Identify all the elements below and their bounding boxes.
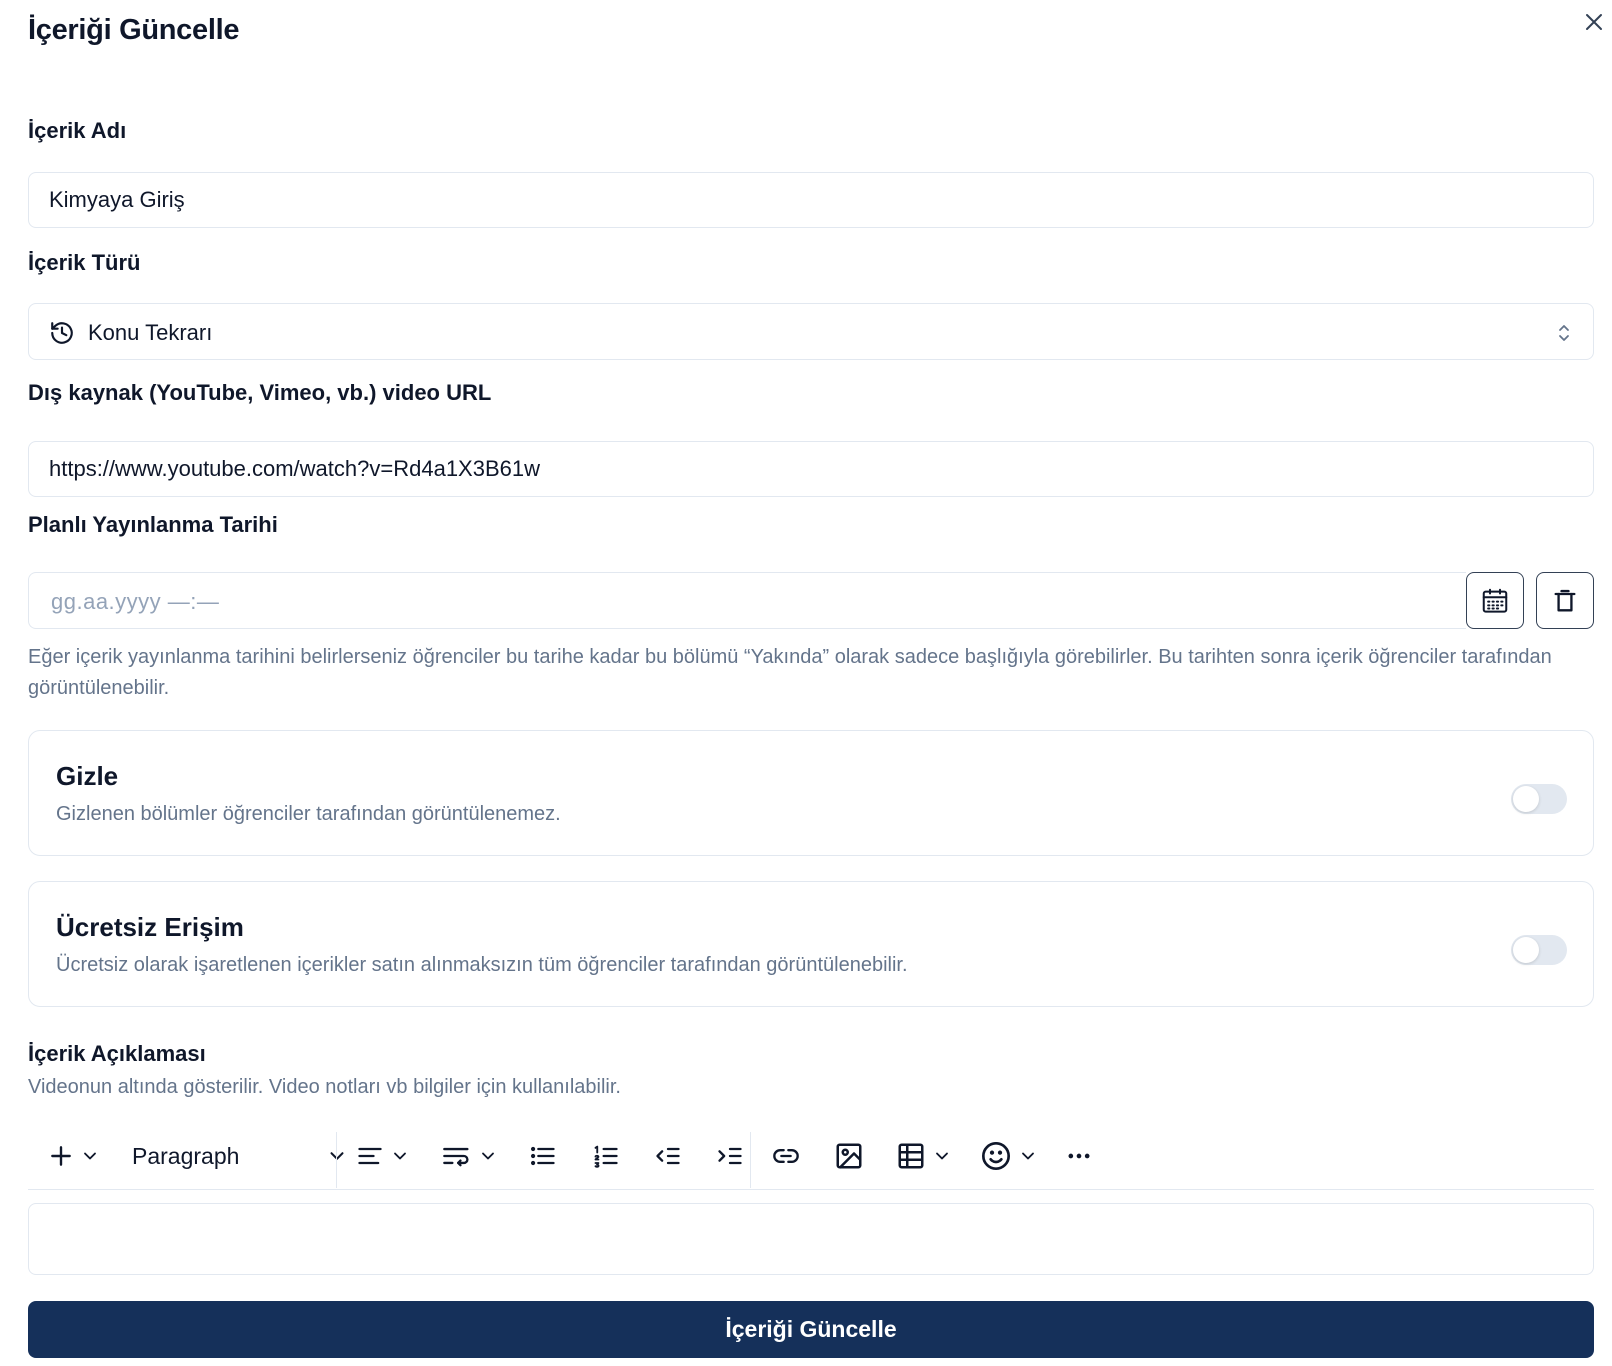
description-editor[interactable] — [28, 1203, 1594, 1275]
chevron-down-icon — [1018, 1146, 1038, 1166]
chevron-down-icon — [478, 1146, 498, 1166]
free-access-card — [28, 881, 1594, 1007]
chevron-down-icon — [80, 1146, 100, 1166]
insert-table-button[interactable] — [896, 1134, 952, 1178]
plus-icon — [48, 1143, 74, 1169]
chevron-down-icon — [326, 1145, 348, 1167]
hide-card — [28, 730, 1594, 856]
description-hint: Videonun altında gösterilir. Video notları vb bilgiler için kullanılabilir. — [28, 1076, 621, 1098]
toggle-knob — [1513, 786, 1539, 812]
toolbar-divider — [336, 1132, 337, 1188]
wrap-text-icon — [442, 1142, 472, 1170]
chevron-up-down-icon — [1557, 322, 1571, 344]
text-wrap-button[interactable] — [442, 1134, 498, 1178]
insert-image-button[interactable] — [834, 1134, 864, 1178]
insert-block-button[interactable] — [48, 1134, 100, 1178]
toolbar-divider — [750, 1132, 751, 1188]
link-icon — [770, 1142, 802, 1170]
free-access-card-description: Ücretsiz olarak işaretlenen içerikler satın alınmaksızın tüm öğrenciler tarafından görüntülenebilir. — [56, 954, 908, 976]
calendar-icon — [1480, 586, 1510, 616]
type-label: İçerik Türü — [28, 250, 141, 275]
url-label: Dış kaynak (YouTube, Vimeo, vb.) video URL — [28, 380, 492, 405]
align-left-icon — [356, 1142, 384, 1170]
numbered-list-icon — [591, 1142, 621, 1170]
hide-card-title: Gizle — [56, 761, 119, 791]
insert-link-button[interactable] — [770, 1134, 802, 1178]
trash-icon — [1551, 587, 1579, 615]
outdent-icon — [653, 1142, 683, 1170]
toggle-knob — [1513, 937, 1539, 963]
date-label: Planlı Yayınlanma Tarihi — [28, 512, 278, 537]
more-options-button[interactable] — [1064, 1134, 1094, 1178]
clear-date-button[interactable] — [1536, 572, 1594, 629]
name-label: İçerik Adı — [28, 118, 127, 143]
block-type-label: Paragraph — [132, 1142, 240, 1169]
close-icon[interactable] — [1582, 10, 1606, 34]
free-access-card-title: Ücretsiz Erişim — [56, 912, 244, 942]
chevron-down-icon — [932, 1146, 952, 1166]
name-input[interactable] — [28, 172, 1594, 228]
date-input[interactable] — [28, 572, 1466, 629]
more-icon — [1064, 1142, 1094, 1170]
outdent-button[interactable] — [653, 1134, 683, 1178]
editor-toolbar — [28, 1124, 1594, 1190]
video-url-input[interactable] — [28, 441, 1594, 497]
insert-emoji-button[interactable] — [980, 1134, 1038, 1178]
indent-button[interactable] — [715, 1134, 745, 1178]
calendar-button[interactable] — [1466, 572, 1524, 629]
bullet-list-icon — [528, 1142, 558, 1170]
align-button[interactable] — [356, 1134, 410, 1178]
type-select[interactable] — [28, 303, 1594, 360]
update-content-button[interactable]: İçeriği Güncelle — [28, 1301, 1594, 1358]
date-placeholder: gg.aa.yyyy —:— — [51, 589, 220, 614]
free-access-toggle[interactable] — [1511, 935, 1567, 965]
table-icon — [896, 1141, 926, 1171]
hide-card-description: Gizlenen bölümler öğrenciler tarafından görüntülenemez. — [56, 803, 561, 825]
chevron-down-icon — [390, 1146, 410, 1166]
block-type-dropdown[interactable] — [132, 1134, 348, 1178]
dialog-title: İçeriği Güncelle — [28, 14, 240, 46]
numbered-list-button[interactable] — [591, 1134, 621, 1178]
type-select-value: Konu Tekrarı — [88, 320, 213, 345]
indent-icon — [715, 1142, 745, 1170]
emoji-icon — [980, 1140, 1012, 1172]
history-icon — [49, 320, 75, 346]
description-label: İçerik Açıklaması — [28, 1041, 206, 1066]
bullet-list-button[interactable] — [528, 1134, 558, 1178]
date-hint: Eğer içerik yayınlanma tarihini belirlerseniz öğrenciler bu tarihe kadar bu bölümü “Yakında” olarak sadece başlığıyla görebilirler. Bu tarihten sonra içerik öğrenciler tarafından görüntülenebilir. — [28, 646, 1552, 699]
image-icon — [834, 1141, 864, 1171]
hide-toggle[interactable] — [1511, 784, 1567, 814]
